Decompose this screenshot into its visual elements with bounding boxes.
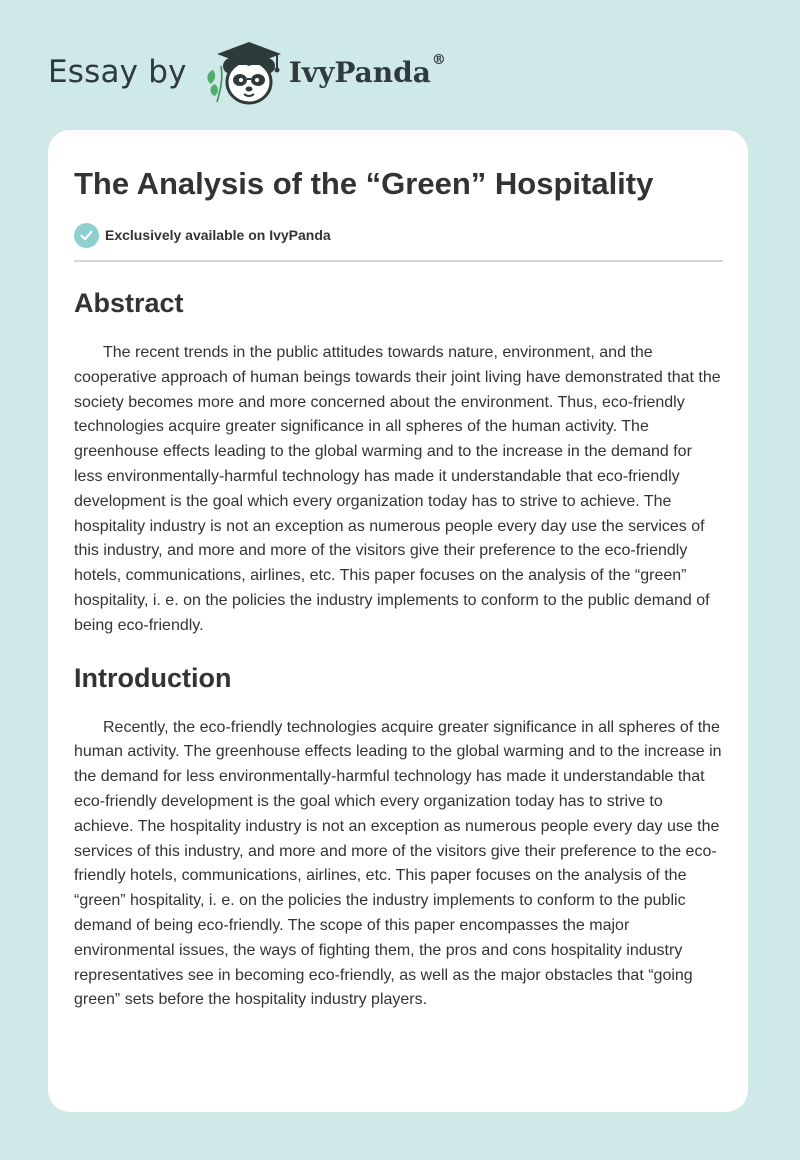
panda-logo-icon: [201, 36, 291, 108]
brand-header[interactable]: [48, 36, 446, 108]
section-body-introduction: Recently, the eco-friendly technologies acquire greater significance in all spheres of the human activity. The greenhouse effects leading to the global warming and to the increase in the demand for less environmentally-harmful technology has made it understandable that eco-friendly development is the goal which every organization today has to strive to achieve. The hospitality industry is not an exception as numerous people every day use the services of this industry, and more and more of the visitors give their preference to the eco-friendly hotels, communications, airlines, etc. This paper focuses on the analysis of the “green” hospitality, i. e. on the policies the industry implements to conform to the public demand of being eco-friendly. The scope of this paper encompasses the major environmental issues, the ways of fighting them, the pros and cons hospitality industry representatives see in becoming eco-friendly, as well as the major obstacles that “going green” sets before the hospitality industry players.: [74, 718, 722, 1009]
article-card: [48, 130, 748, 1112]
check-circle-icon: [74, 223, 99, 248]
registered-mark: ®: [431, 51, 446, 68]
title-divider: [74, 260, 723, 262]
brand-name: IvyPanda®: [288, 51, 446, 89]
section-heading-abstract: Abstract: [74, 288, 184, 318]
exclusive-label: Exclusively available on IvyPanda: [105, 227, 331, 243]
article-content: [74, 164, 723, 1013]
exclusive-badge: [74, 222, 723, 248]
brand-prefix: Essay by: [48, 54, 187, 90]
section-body-abstract: The recent trends in the public attitudes towards nature, environment, and the cooperative approach of human beings towards their joint living have demonstrated that the society becomes more and more concerned about the environment. Thus, eco-friendly technologies acquire greater significance in all spheres of the human activity. The greenhouse effects leading to the global warming and to the increase in the demand for less environmentally-harmful technology has made it understandable that eco-friendly development is the goal which every organization today has to strive to achieve. The hospitality industry is not an exception as numerous people every day use the services of this industry, and more and more of the visitors give their preference to the eco-friendly hotels, communications, airlines, etc. This paper focuses on the analysis of the “green” hospitality, i. e. on the policies the industry implements to conform to the public demand of being eco-friendly.: [74, 344, 721, 634]
section-heading-introduction: Introduction: [74, 662, 232, 693]
article-title: The Analysis of the “Green” Hospitality: [74, 166, 654, 201]
